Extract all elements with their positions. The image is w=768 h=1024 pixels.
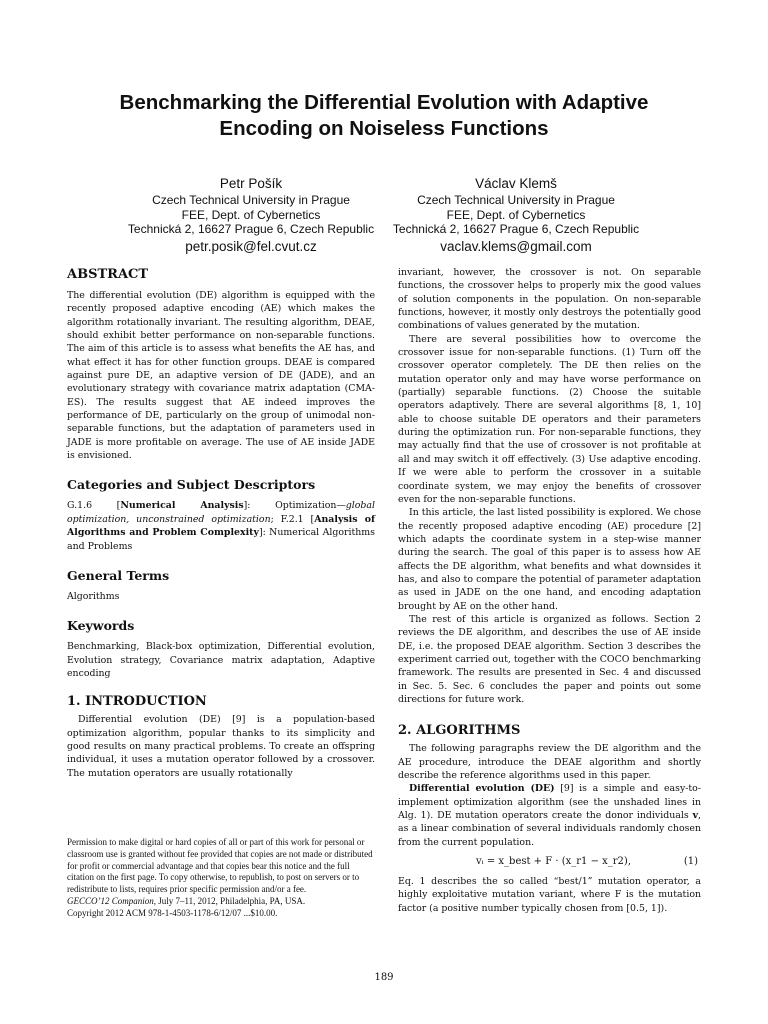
algorithms-paragraph-1: The following paragraphs review the DE algorithm and the AE procedure, introduce the DEAE algorithm and shortly describe the reference algorithms used in this paper. bbox=[398, 743, 701, 782]
equation-1 bbox=[398, 853, 701, 871]
author-email: vaclav.klems@gmail.com bbox=[440, 238, 592, 254]
introduction-heading: 1. INTRODUCTION bbox=[67, 694, 207, 710]
permission-notice bbox=[67, 837, 375, 920]
introduction-paragraph-3: There are several possibilities how to overcome the crossover issue for non-separable functions. (1) Turn off the crossover operator completely. The DE then relies on the mutation operator only and may have worse performance on (partially) separable functions. (2) Choose the suitable operators adaptively. There are several algorithms [8, 1, 10] able to choose suitable DE operators and their parameters during the optimization run. For non-separable functions, they may actually find that the use of crossover is not profitable at all and may switch it off effectively. (3) Use adaptive encoding. If we were able to perform the crossover in a suitable coordinate system, we may enjoy the benefits of crossover even for the non-separable functions. bbox=[398, 333, 701, 505]
equation-formula: vᵢ = x_best + F · (x_r1 − x_r2), bbox=[476, 856, 631, 868]
title-line-1: Benchmarking the Differential Evolution with Adaptive bbox=[119, 91, 649, 114]
equation-number: (1) bbox=[683, 856, 698, 868]
author-name: Václav Klemš bbox=[475, 176, 557, 191]
categories-text bbox=[67, 499, 375, 552]
introduction-paragraph-2: invariant, however, the crossover is not. On separable functions, the crossover helps to properly mix the good values of solution components in the population. On non-separable functions, however, it mostly only destroys the potentially good combinations of values generated by the mutation. bbox=[398, 267, 701, 332]
abstract-heading: ABSTRACT bbox=[67, 267, 149, 282]
author-address: Technická 2, 16627 Prague 6, Czech Republic bbox=[127, 222, 375, 236]
author-department: FEE, Dept. of Cybernetics bbox=[446, 207, 586, 222]
algorithms-text: , as a linear combination of several individuals randomly chosen from the current population. bbox=[398, 810, 701, 848]
page-number: 189 bbox=[374, 972, 394, 983]
conference-name: GECCO’12 Companion, bbox=[67, 895, 157, 906]
conference-line bbox=[67, 896, 375, 908]
author-address: Technická 2, 16627 Prague 6, Czech Republic bbox=[392, 222, 640, 236]
introduction-paragraph-5: The rest of this article is organized as follows. Section 2 reviews the DE algorithm, and describes the use of AE inside DE, i.e. the proposed DEAE algorithm. Section 3 describes the experiment carried out, together with the COCO benchmarking framework. The results are presented in Sec. 4 and discussed in Sec. 5. Sec. 6 concludes the paper and points out some directions for future work. bbox=[398, 613, 701, 705]
categories-heading: Categories and Subject Descriptors bbox=[67, 477, 316, 493]
categories-part: ]: Optimization— bbox=[243, 500, 346, 512]
keywords-text: Benchmarking, Black-box optimization, Differential evolution, Evolution strategy, Covariance matrix adaptation, Adaptive encoding bbox=[67, 641, 375, 679]
donor-vector-symbol: v bbox=[692, 810, 699, 822]
author-email: petr.posik@fel.cvut.cz bbox=[185, 238, 317, 254]
algorithms-heading: 2. ALGORITHMS bbox=[398, 723, 521, 739]
abstract-text: The differential evolution (DE) algorithm is equipped with the recently proposed adaptive encoding (AE) which makes the algorithm rotationally invariant. The resulting algorithm, DEAE, should exhibit better performance on non-separable functions. The aim of this article is to assess what benefits the AE has, and what effect it has for other function groups. DEAE is compared against pure DE, an adaptive version of DE (JADE), and an evolutionary strategy with covariance matrix adaptation (CMA-ES). The results suggest that AE indeed improves the performance of DE, particularly on the group of unimodal non-separable functions, but the adaptation of parameters used in JADE is more profitable on average. The use of AE inside JADE is envisioned. bbox=[67, 290, 375, 462]
general-terms-heading: General Terms bbox=[67, 567, 170, 583]
left-column bbox=[67, 266, 375, 780]
author-affiliation: Czech Technical University in Prague bbox=[417, 193, 615, 207]
conference-details: July 7–11, 2012, Philadelphia, PA, USA. bbox=[156, 895, 306, 906]
author-block-2 bbox=[366, 175, 666, 255]
algorithms-paragraph-2 bbox=[398, 782, 701, 849]
categories-part: G.1.6 [ bbox=[67, 500, 121, 512]
de-label: Differential evolution (DE) bbox=[409, 783, 555, 795]
author-department: FEE, Dept. of Cybernetics bbox=[181, 207, 321, 222]
general-terms-text: Algorithms bbox=[67, 590, 120, 602]
title-line-2: Encoding on Noiseless Functions bbox=[219, 117, 549, 140]
permission-text: Permission to make digital or hard copies of all or part of this work for personal or classroom use is granted without fee provided that copies are not made or distributed for profit or commercial advantage and that copies bear this notice and the full citation on the first page. To copy otherwise, to republish, to post on servers or to redistribute to lists, requires prior specific permission and/or a fee. bbox=[67, 837, 373, 895]
keywords-heading: Keywords bbox=[67, 618, 135, 634]
author-block-1 bbox=[101, 175, 401, 255]
categories-part: ]: Numerical Algorithms and Problems bbox=[67, 527, 375, 552]
categories-part: Analysis of Algorithms and Problem Complexity bbox=[67, 513, 375, 539]
categories-part: global optimization, unconstrained optimization bbox=[67, 500, 375, 525]
copyright-line: Copyright 2012 ACM 978-1-4503-1178-6/12/07 ...$10.00. bbox=[67, 907, 278, 918]
paper-title bbox=[40, 90, 728, 142]
introduction-paragraph-4: In this article, the last listed possibility is explored. We chose the recently proposed adaptive encoding (AE) procedure [2] which adapts the coordinate system in a step-wise manner during the search. The goal of this paper is to assess how AE affects the DE algorithm, what benefits and what downsides it has, and also to compare the potential of parameter adaptation as used in JADE on the one hand, and encoding adaptation brought by AE on the other hand. bbox=[398, 507, 701, 612]
introduction-paragraph-1: Differential evolution (DE) [9] is a population-based optimization algorithm, popular thanks to its simplicity and good results on many practical problems. To create an offspring individual, it uses a mutation operator followed by a crossover. The mutation operators are usually rotationally bbox=[67, 714, 375, 779]
algorithms-paragraph-3: Eq. 1 describes the so called “best/1” mutation operator, a highly exploitative mutation variant, where F is the mutation factor (a positive number typically chosen from [0.5, 1]). bbox=[398, 876, 701, 914]
right-column bbox=[398, 266, 701, 915]
author-affiliation: Czech Technical University in Prague bbox=[152, 193, 350, 207]
categories-part: ; F.2.1 [ bbox=[270, 513, 315, 525]
algorithms-text: [9] is a simple and easy-to-implement optimization algorithm (see the unshaded lines in Alg. 1). DE mutation operators create the donor individuals bbox=[398, 783, 701, 822]
author-name: Petr Pošík bbox=[219, 176, 283, 191]
categories-part: Numerical Analysis bbox=[120, 500, 244, 512]
